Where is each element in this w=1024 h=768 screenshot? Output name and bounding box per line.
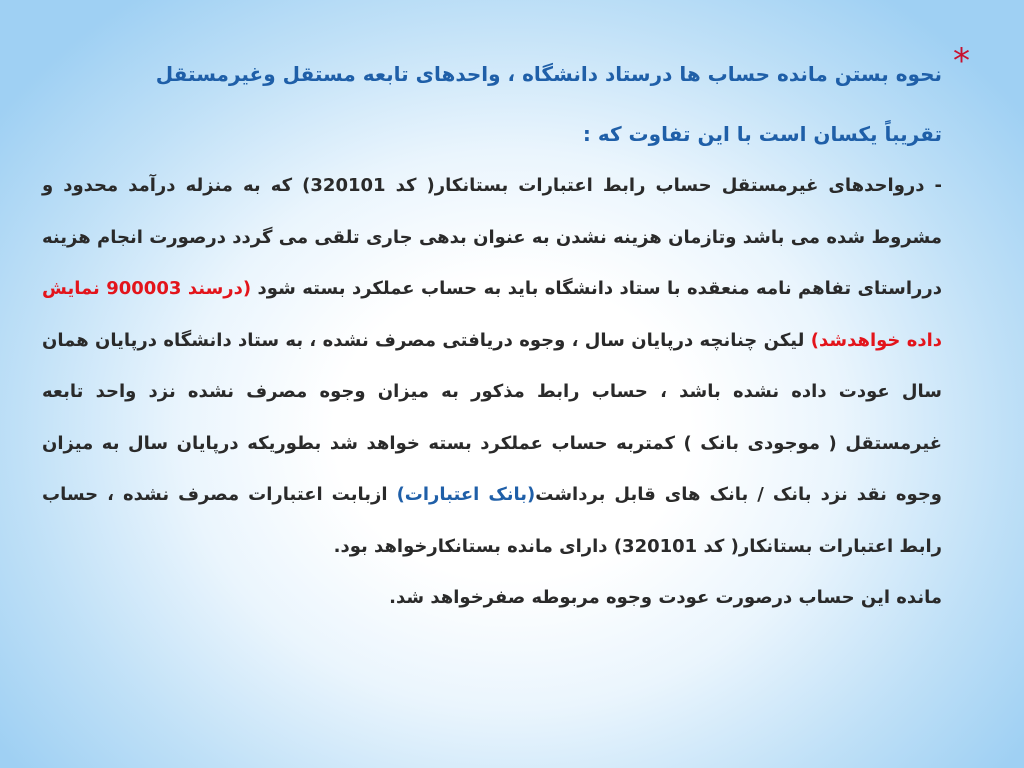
body-text [42,160,942,624]
bullet-star-icon: * [953,41,970,81]
heading-line-2: تقریباً یکسان است با این تفاوت که : [582,122,942,146]
paragraph-1 [42,160,942,572]
red-highlight-document-ref: (درسند 900003 نمایش داده خواهدشد) [42,278,942,351]
heading-line-1: نحوه بستن مانده حساب ها درستاد دانشگاه ، واحدهای تابعه مستقل وغیرمستقل [155,62,942,86]
slide-content [42,50,942,624]
paragraph-1-part-3: ازبابت اعتبارات مصرف نشده ، حساب رابط اعتبارات بستانکار( کد 320101) دارای مانده بستانکارخواهد بود. [42,484,942,557]
paragraph-2: مانده این حساب درصورت عودت وجوه مربوطه صفرخواهد شد. [389,587,942,608]
paragraph-1-part-2: لیکن چنانچه درپایان سال ، وجوه دریافتی مصرف نشده ، به ستاد دانشگاه درپایان همان سال عودت داده نشده باشد ، حساب رابط مذکور به میزان وجوه مصرف نشده نزد واحد تابعه غیرمستقل ( موجودی بانک ) کمتربه حساب عملکرد بسته خواهد شد بطوریکه درپایان سال به میزان وجوه نقد نزد بانک / بانک های قابل برداشت [42,329,942,505]
blue-highlight-bank: (بانک اعتبارات) [396,484,536,505]
paragraph-1-part-1: - درواحدهای غیرمستقل حساب رابط اعتبارات بستانکار( کد 320101) که به منزله درآمد محدود و مشروط شده می باشد وتازمان هزینه نشدن به عنوان بدهی جاری تلقی می گردد درصورت انجام هزینه درراستای تفاهم نامه منعقده با ستاد دانشگاه باید به حساب عملکرد بسته شود [42,175,942,299]
